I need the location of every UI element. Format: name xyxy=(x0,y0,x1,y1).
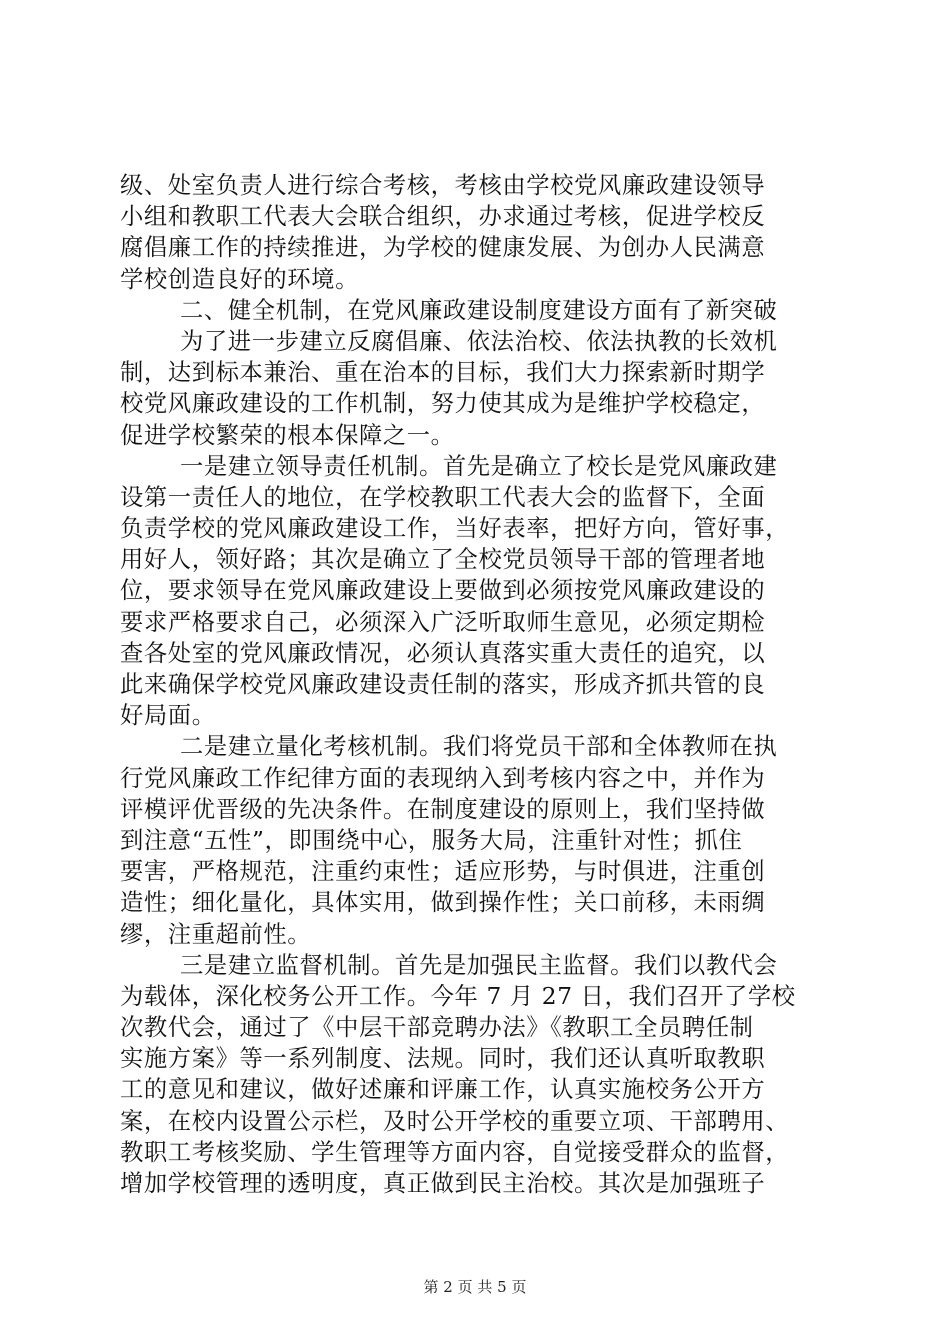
text-line: 查各处室的党风廉政情况，必须认真落实重大责任的追究，以 xyxy=(120,639,766,667)
text-line: 负责学校的党风廉政建设工作，当好表率，把好方向，管好事， xyxy=(120,515,790,543)
text-line: 三是建立监督机制。首先是加强民主监督。我们以教代会 xyxy=(180,951,778,979)
text-line: 促进学校繁荣的根本保障之一。 xyxy=(120,421,455,449)
text-line: 行党风廉政工作纪律方面的表现纳入到考核内容之中，并作为 xyxy=(120,764,766,792)
text-line: 一是建立领导责任机制。首先是确立了校长是党风廉政建 xyxy=(180,452,778,480)
text-line: 工的意见和建议，做好述廉和评廉工作，认真实施校务公开方 xyxy=(120,1076,766,1104)
text-line: 腐倡廉工作的持续推进，为学校的健康发展、为创办人民满意 xyxy=(120,234,766,262)
text-line: 二是建立量化考核机制。我们将党员干部和全体教师在执 xyxy=(180,733,778,761)
text-line: 好局面。 xyxy=(120,702,216,730)
text-line: 教职工考核奖励、学生管理等方面内容，自觉接受群众的监督， xyxy=(120,1138,790,1166)
body-text xyxy=(120,170,840,1199)
text-line: 此来确保学校党风廉政建设责任制的落实，形成齐抓共管的良 xyxy=(120,671,766,698)
text-line: 设第一责任人的地位，在学校教职工代表大会的监督下，全面 xyxy=(120,483,766,511)
page-footer: 第 2 页 共 5 页 xyxy=(423,1278,527,1296)
text-line: 为载体，深化校务公开工作。今年 7 月 27 日，我们召开了学校 xyxy=(120,982,796,1010)
text-line: 次教代会，通过了《中层干部竞聘办法》《教职工全员聘任制 xyxy=(120,1014,754,1042)
text-line: 位，要求领导在党风廉政建设上要做到必须按党风廉政建设的 xyxy=(120,577,766,605)
text-line: 造性；细化量化，具体实用，做到操作性；关口前移，未雨绸 xyxy=(120,889,766,917)
text-line: 制，达到标本兼治、重在治本的目标，我们大力探索新时期学 xyxy=(120,359,766,387)
text-line: 为了进一步建立反腐倡廉、依法治校、依法执教的长效机 xyxy=(180,327,778,355)
text-line: 实施方案》等一系列制度、法规。同时，我们还认真听取教职 xyxy=(120,1045,766,1073)
text-line: 二、健全机制，在党风廉政建设制度建设方面有了新突破 xyxy=(180,296,778,324)
text-line: 要求严格要求自己，必须深入广泛听取师生意见，必须定期检 xyxy=(120,608,766,636)
text-line: 校党风廉政建设的工作机制，努力使其成为是维护学校稳定， xyxy=(120,390,766,418)
text-line: 小组和教职工代表大会联合组织，办求通过考核，促进学校反 xyxy=(120,203,766,231)
text-line: 缪，注重超前性。 xyxy=(120,920,312,948)
text-line: 学校创造良好的环境。 xyxy=(120,265,359,293)
text-line: 案，在校内设置公示栏，及时公开学校的重要立项、干部聘用、 xyxy=(120,1107,790,1135)
text-line: 用好人，领好路；其次是确立了全校党员领导干部的管理者地 xyxy=(120,546,766,574)
text-line: 要害，严格规范，注重约束性；适应形势，与时俱进，注重创 xyxy=(120,858,766,886)
text-line: 评模评优晋级的先决条件。在制度建设的原则上，我们坚持做 xyxy=(120,795,766,823)
text-line: 级、处室负责人进行综合考核，考核由学校党风廉政建设领导 xyxy=(120,172,766,199)
text-line: 增加学校管理的透明度，真正做到民主治校。其次是加强班子 xyxy=(120,1170,766,1197)
text-line: 到注意“五性”，即围绕中心，服务大局，注重针对性；抓住 xyxy=(120,826,743,854)
